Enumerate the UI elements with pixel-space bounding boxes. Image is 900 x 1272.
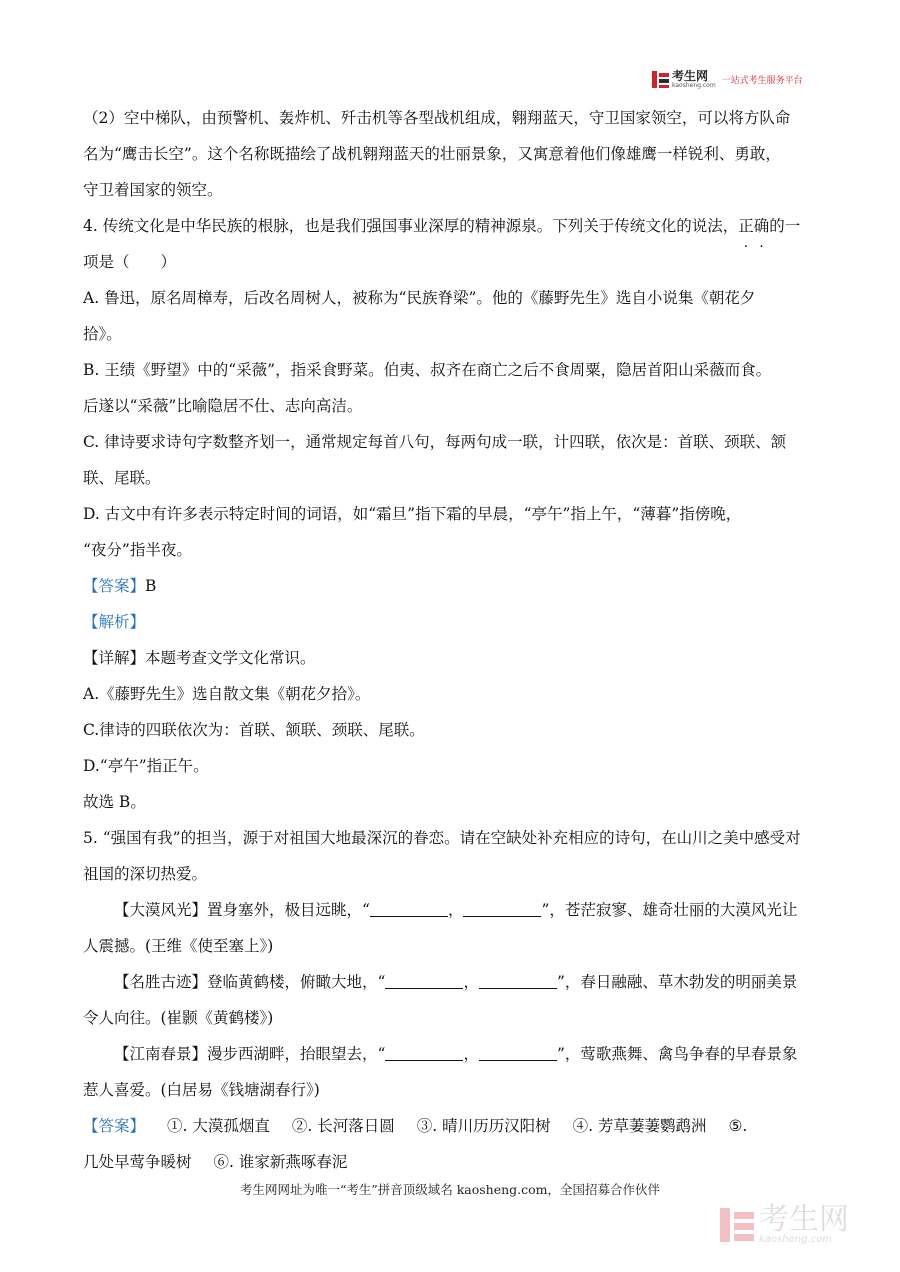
option-b: B. 王绩《野望》中的“采薇”，指采食野菜。伯夷、叔齐在商亡之后不食周粟，隐居首阳山采薇而食。 <box>83 361 772 379</box>
paragraph-line: 名为“鹰击长空”。这个名称既描绘了战机翱翔蓝天的壮丽景象，又寓意着他们像雄鹰一样锐利、勇敢， <box>83 145 781 163</box>
explanation-line: C.律诗的四联依次为：首联、颔联、颈联、尾联。 <box>83 721 425 739</box>
option-c: C. 律诗要求诗句字数整齐划一，通常规定每首八句，每两句成一联，计四联，依次是：首联、颈联、颔 <box>83 433 787 451</box>
answer-5: 【答案】 ①. 大漠孤烟直 ②. 长河落日圆 ③. 晴川历历汉阳树 ④. 芳草萋萋鹦鹉洲 ⑤. <box>83 1117 748 1135</box>
blank-field[interactable] <box>479 972 557 989</box>
blank-field[interactable] <box>385 1044 463 1061</box>
emphasis-char: 正 <box>738 217 754 235</box>
option-a: A. 鲁迅，原名周樟寿，后改名周树人，被称为“民族脊梁”。他的《藤野先生》选自小说集《朝花夕 <box>83 289 756 307</box>
answer-5-cont: 几处早莺争暖树 ⑥. 谁家新燕啄春泥 <box>83 1153 348 1171</box>
explanation-line: 故选 B。 <box>83 793 146 811</box>
answer-tag: 【答案】 <box>83 1117 146 1135</box>
fill-blank-2-cont: 令人向往。(崔颢《黄鹤楼》) <box>83 1009 274 1027</box>
fill-blank-2: 【名胜古迹】登临黄鹤楼，俯瞰大地，“ ， ”，春日融融、草木勃发的明丽美景 <box>114 973 798 991</box>
document-body <box>83 100 828 1180</box>
explanation-line: A.《藤野先生》选自散文集《朝花夕拾》。 <box>83 685 371 703</box>
blank-field[interactable] <box>463 900 541 917</box>
answer-4 <box>83 568 828 604</box>
fill-blank-1-cont: 人震撼。(王维《使至塞上》) <box>83 937 274 955</box>
watermark <box>720 1202 849 1245</box>
option-d-cont: “夜分”指半夜。 <box>83 541 192 559</box>
option-b-cont: 后遂以“采薇”比喻隐居不仕、志向高洁。 <box>83 397 363 415</box>
question-5-stem: 5. “强国有我”的担当，源于对祖国大地最深沉的眷恋。请在空缺处补充相应的诗句，在山川之美中感受对 <box>83 829 801 847</box>
option-d: D. 古文中有许多表示特定时间的词语，如“霜旦”指下霜的早晨，“亭午”指上午，“薄暮”指傍晚， <box>83 505 742 523</box>
option-c-cont: 联、尾联。 <box>83 469 161 487</box>
question-4-stem-cont: 项是（ ） <box>83 253 177 271</box>
watermark-domain: kaosheng.com <box>759 1234 832 1245</box>
page-footer: 考生网网址为唯一“考生”拼音顶级域名 kaosheng.com，全国招募合作伙伴 <box>239 1182 661 1197</box>
option-a-cont: 拾》。 <box>83 325 122 343</box>
blank-field[interactable] <box>385 972 463 989</box>
question-5-stem-cont: 祖国的深切热爱。 <box>83 865 208 883</box>
fill-blank-3-cont: 惹人喜爱。(白居易《钱塘湖春行》) <box>83 1081 320 1099</box>
blank-field[interactable] <box>479 1044 557 1061</box>
detail-line: 【详解】本题考查文学文化常识。 <box>83 649 316 667</box>
logo-slogan: 一站式考生服务平台 <box>721 76 803 86</box>
explanation-line: D.“亭午”指正午。 <box>83 757 209 775</box>
blank-field[interactable] <box>370 900 448 917</box>
emphasis-char: 确 <box>753 217 770 235</box>
analysis-heading: 【解析】 <box>83 613 146 631</box>
answer-tag: 【答案】 <box>83 577 146 595</box>
kaosheng-logo-icon <box>652 71 669 88</box>
header-logo <box>652 70 803 89</box>
watermark-logo-icon <box>720 1208 754 1242</box>
logo-domain: kaosheng.com <box>672 82 716 89</box>
fill-blank-1: 【大漠风光】置身塞外，极目远眺，“ ， ”，苍茫寂寥、雄奇壮丽的大漠风光让 <box>114 901 798 919</box>
answer-value: B <box>145 577 157 595</box>
watermark-name: 考生网 <box>759 1202 849 1237</box>
logo-name: 考生网 <box>672 69 709 83</box>
paragraph-line: （2）空中梯队，由预警机、轰炸机、歼击机等各型战机组成，翱翔蓝天，守卫国家领空，可以将方队命 <box>83 109 791 127</box>
paragraph-line: 守卫着国家的领空。 <box>83 181 223 199</box>
fill-blank-3: 【江南春景】漫步西湖畔，抬眼望去，“ ， ”，莺歌燕舞、禽鸟争春的早春景象 <box>114 1045 798 1063</box>
question-4-stem: 4. 传统文化是中华民族的根脉，也是我们强国事业深厚的精神源泉。下列关于传统文化的说法，正确的一 <box>83 217 801 235</box>
